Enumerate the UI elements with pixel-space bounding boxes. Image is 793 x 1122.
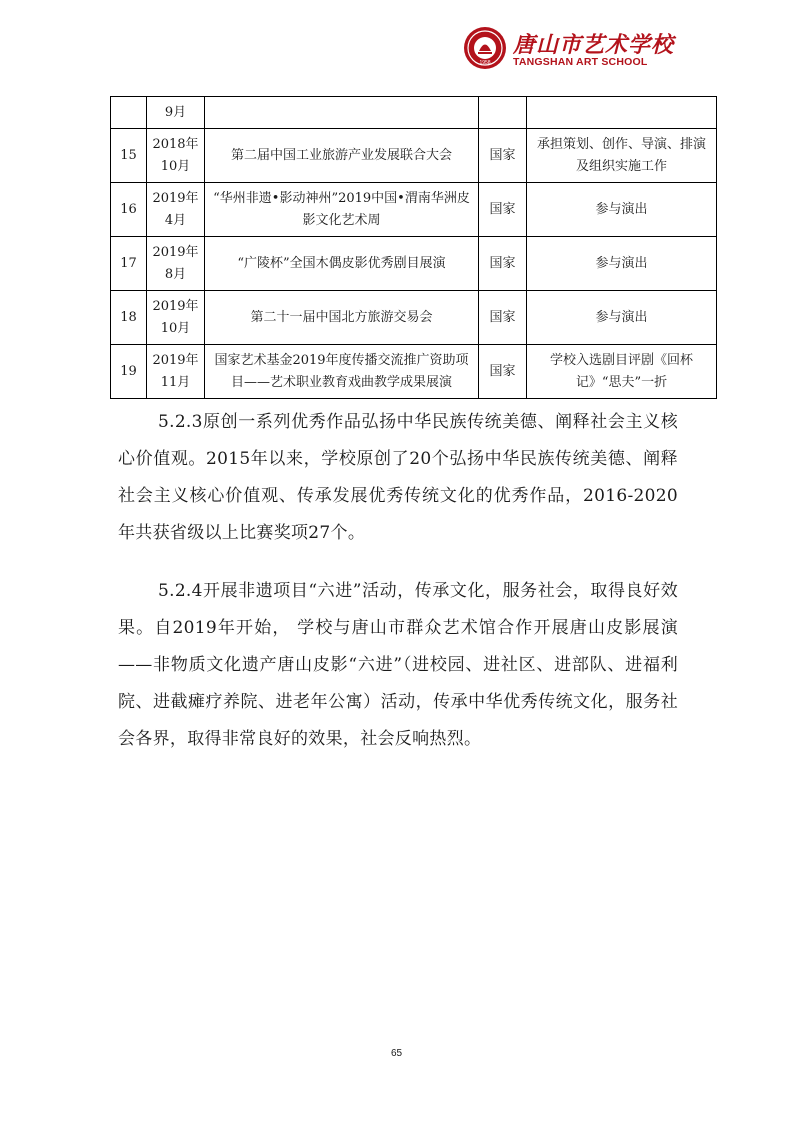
school-header bbox=[463, 26, 675, 70]
events-table-body bbox=[111, 97, 717, 399]
cell-level bbox=[479, 97, 527, 129]
cell-level: 国家 bbox=[479, 183, 527, 237]
table-row bbox=[111, 97, 717, 129]
cell-no: 17 bbox=[111, 237, 147, 291]
cell-no: 19 bbox=[111, 345, 147, 399]
table-row bbox=[111, 183, 717, 237]
cell-date: 2019年10月 bbox=[147, 291, 205, 345]
cell-level: 国家 bbox=[479, 237, 527, 291]
cell-role: 参与演出 bbox=[527, 183, 717, 237]
cell-level: 国家 bbox=[479, 345, 527, 399]
cell-event: 第二届中国工业旅游产业发展联合大会 bbox=[205, 129, 479, 183]
cell-role: 参与演出 bbox=[527, 237, 717, 291]
cell-event bbox=[205, 97, 479, 129]
events-table bbox=[110, 96, 717, 399]
cell-no: 16 bbox=[111, 183, 147, 237]
school-seal-icon bbox=[463, 26, 507, 70]
cell-level: 国家 bbox=[479, 291, 527, 345]
table-row bbox=[111, 129, 717, 183]
table-row bbox=[111, 291, 717, 345]
cell-event: 国家艺术基金2019年度传播交流推广资助项目——艺术职业教育戏曲教学成果展演 bbox=[205, 345, 479, 399]
cell-role: 学校入选剧目评剧《回杯记》“思夫”一折 bbox=[527, 345, 717, 399]
cell-date: 2019年8月 bbox=[147, 237, 205, 291]
cell-no bbox=[111, 97, 147, 129]
cell-no: 15 bbox=[111, 129, 147, 183]
cell-event: “广陵杯”全国木偶皮影优秀剧目展演 bbox=[205, 237, 479, 291]
cell-date: 2018年10月 bbox=[147, 129, 205, 183]
seal-year: 1958 bbox=[479, 60, 491, 66]
cell-date: 2019年11月 bbox=[147, 345, 205, 399]
paragraph-5-2-3: 5.2.3原创一系列优秀作品弘扬中华民族传统美德、阐释社会主义核心价值观。2015年以来，学校原创了20个弘扬中华民族传统美德、阐释社会主义核心价值观、传承发展优秀传统文化的优秀作品，2016-2020年共获省级以上比赛奖项27个。 bbox=[118, 412, 678, 543]
cell-role bbox=[527, 97, 717, 129]
cell-level: 国家 bbox=[479, 129, 527, 183]
school-name-en: TANGSHAN ART SCHOOL bbox=[513, 56, 648, 68]
cell-role: 参与演出 bbox=[527, 291, 717, 345]
school-name-cn: 唐山市艺术学校 bbox=[513, 32, 675, 58]
cell-role: 承担策划、创作、导演、排演及组织实施工作 bbox=[527, 129, 717, 183]
table-row bbox=[111, 345, 717, 399]
cell-no: 18 bbox=[111, 291, 147, 345]
cell-date: 9月 bbox=[147, 97, 205, 129]
cell-event: 第二十一届中国北方旅游交易会 bbox=[205, 291, 479, 345]
cell-date: 2019年4月 bbox=[147, 183, 205, 237]
table-row bbox=[111, 237, 717, 291]
page-number: 65 bbox=[390, 1048, 403, 1059]
cell-event: “华州非遗•影动神州”2019中国•渭南华洲皮影文化艺术周 bbox=[205, 183, 479, 237]
paragraph-5-2-4: 5.2.4开展非遗项目“六进”活动，传承文化，服务社会，取得良好效果。自2019年开始， 学校与唐山市群众艺术馆合作开展唐山皮影展演——非物质文化遗产唐山皮影“六进”（进校园、进社区、进部队、进福利院、进截瘫疗养院、进老年公寓）活动，传承中华优秀传统文化，服务社会各界，取得非常良好的效果，社会反响热烈。 bbox=[118, 581, 678, 749]
